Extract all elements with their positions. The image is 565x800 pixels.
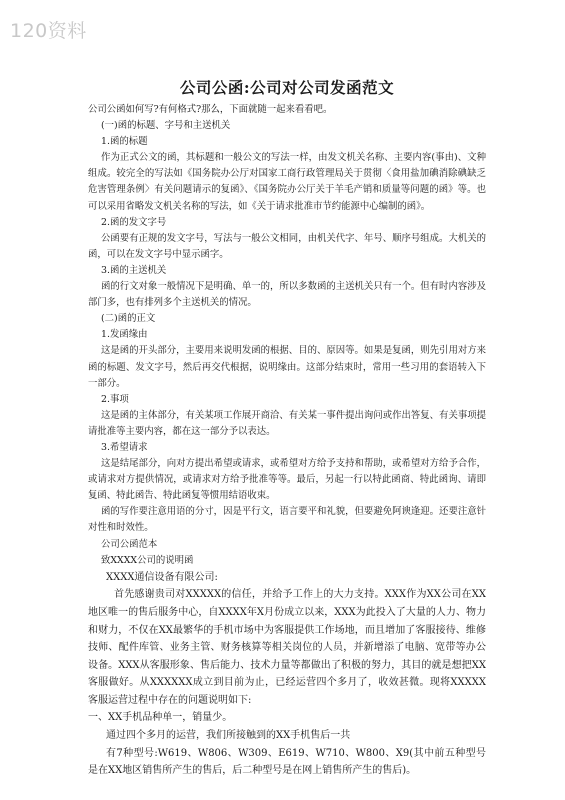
paragraph: 这是函的主体部分，有关某项工作展开商洽、有关某一事件提出询问或作出答复、有关事项提请批准等主要内容，都在这一部分予以表达。	[88, 409, 486, 437]
paragraph: 函的行文对象一般情况下是明确、单一的，所以多数函的主送机关只有一个。但有时内容涉及部门多，也有排列多个主送机关的情况。	[88, 281, 486, 309]
letter-title: 致XXXX公司的说明函	[101, 554, 194, 566]
paragraph: 这是函的开头部分，主要用来说明发函的根据、目的、原因等。如果是复函，则先引用对方来函的标题、发文字号，然后再交代根据，说明缘由。这部分结束时，常用一些习用的套语转入下一部分。	[88, 345, 486, 389]
section-heading: (二)函的正文	[101, 313, 156, 325]
paragraph: 通过四个多月的运营，我们所接触到的XX手机售后一共	[106, 730, 351, 742]
watermark: 120资料	[10, 20, 87, 42]
paragraph: 有7种型号:W619、W806、W309、E619、W710、W800、X9(其中前五种型号是在XX地区销售所产生的售后，后二种型号是在网上销售所产生的售后)。	[88, 747, 486, 777]
section-heading: (一)函的标题、字号和主送机关	[101, 120, 231, 132]
paragraph: 一、XX手机品种单一，销量少。	[88, 712, 233, 724]
paragraph: 作为正式公文的函，其标题和一般公文的写法一样，由发文机关名称、主要内容(事由)、文种组成。较完全的写法如《国务院办公厅对国家工商行政管理局关于贯彻〈食用盐加碘消除碘缺乏危害管理条例〉有关问题请示的复函》、《国务院办公厅关于羊毛产销和质量等问题的函》等。也可以采用省略发文机关名称的写法，如《关于请求批准市节约能源中心编制的函》。	[88, 152, 486, 212]
letter-salutation: XXXX通信设备有限公司:	[106, 571, 218, 583]
document-page	[88, 78, 486, 780]
document-title: 公司公函:公司对公司发函范文	[179, 78, 395, 97]
paragraph: 公函要有正规的发文字号，写法与一般公文相同，由机关代字、年号、顺序号组成。大机关的函，可以在发文字号中显示函字。	[88, 232, 486, 260]
subheading: 3.函的主送机关	[101, 264, 167, 276]
subheading: 1.函的标题	[101, 136, 148, 148]
subheading: 2.函的发文字号	[101, 216, 167, 228]
paragraph: 公司公函如何写?有何格式?那么，下面就随一起来看看吧。	[88, 104, 333, 115]
paragraph: 函的写作要注意用语的分寸，因是平行文，语言要平和礼貌，但要避免阿谀逢迎。还要注意针对性和时效性。	[88, 506, 486, 534]
subheading: 3.希望请求	[101, 441, 148, 453]
letter-body	[88, 569, 486, 780]
subheading: 1.发函缘由	[101, 329, 148, 341]
paragraph: 这是结尾部分，向对方提出希望或请求，或希望对方给予支持和帮助，或希望对方给予合作，或请求对方提供情况，或请求对方给予批准等等。最后，另起一行以特此函商、特此函询、请即复函、特此函告、特此函复等惯用结语收束。	[88, 458, 486, 502]
paragraph: 首先感谢贵司对XXXXX的信任，并给予工作上的大力支持。XXX作为XX公司在XX地区唯一的售后服务中心，自XXXX年X月份成立以来，XXX为此投入了大量的人力、物力和财力，不仅在XX最繁华的手机市场中为客服提供工作场地，而且增加了客服接待、维修技师、配件库管、业务主管、财务核算等相关岗位的人员，并新增添了电脑、宽带等办公设备。XXX从客服形象、售后能力、技术力量等都做出了积极的努力，其目的就是想把XX客服做好。从XXXXXX成立到目前为止，已经运营四个多月了，收效甚微。现将XXXXX客服运营过程中存在的问题说明如下:	[88, 589, 486, 706]
section-heading: 公司公函范本	[101, 538, 158, 550]
subheading: 2.事项	[101, 393, 129, 405]
